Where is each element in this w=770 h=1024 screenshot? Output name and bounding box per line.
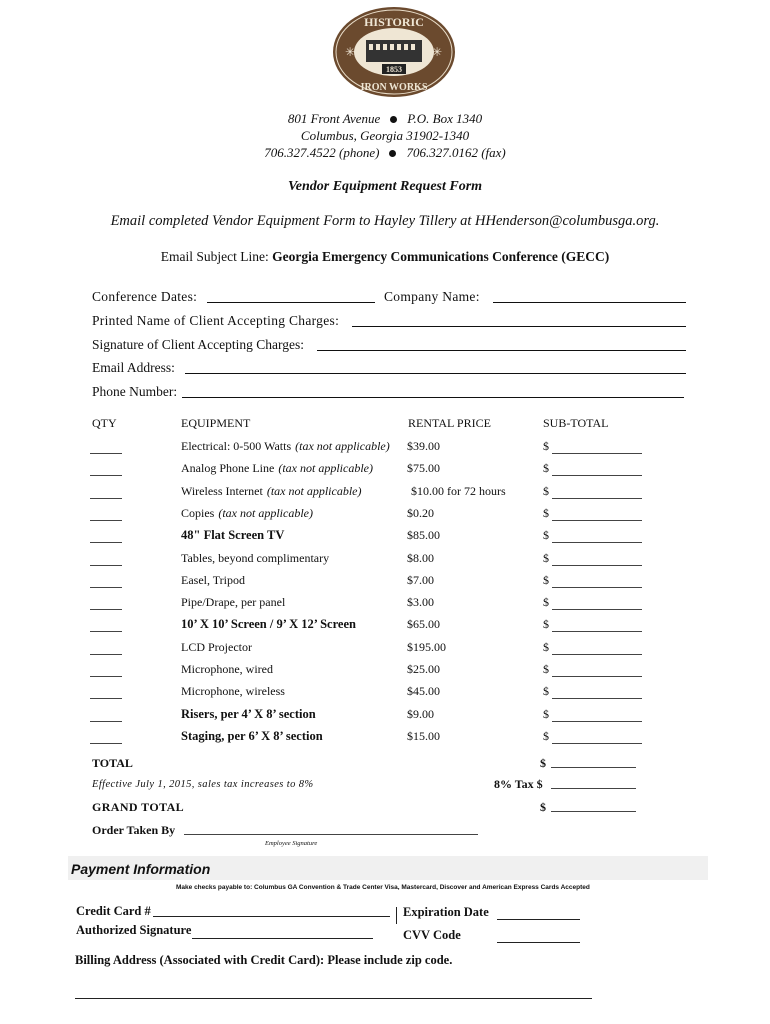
subtotal-field[interactable] — [552, 599, 642, 610]
conference-dates-field[interactable] — [207, 290, 375, 303]
table-row — [90, 707, 690, 727]
subtotal-field[interactable] — [552, 555, 642, 566]
conference-dates-label: Conference Dates: — [92, 289, 198, 304]
equipment-name — [181, 617, 356, 632]
qty-field[interactable] — [90, 644, 122, 655]
equipment-label: Electrical: 0-500 Watts — [181, 439, 292, 453]
subtotal-field[interactable] — [552, 577, 642, 588]
rental-price: $8.00 — [407, 550, 434, 565]
rental-price: $10.00 for 72 hours — [411, 483, 506, 498]
equipment-name — [181, 461, 373, 476]
phone-field[interactable] — [182, 385, 684, 398]
total-label: TOTAL — [92, 756, 133, 770]
qty-field[interactable] — [90, 711, 122, 722]
rental-price: $45.00 — [407, 684, 440, 699]
subtotal-dollar: $ — [543, 617, 549, 632]
equipment-name — [181, 707, 316, 722]
equipment-name — [181, 439, 390, 454]
phone-number: 706.327.4522 (phone) — [264, 145, 380, 160]
bullet-icon — [390, 116, 397, 123]
subtotal-field[interactable] — [552, 510, 642, 521]
rental-price: $15.00 — [407, 728, 440, 743]
street-address: 801 Front Avenue — [287, 111, 381, 126]
rental-price: $195.00 — [407, 639, 446, 654]
qty-field[interactable] — [90, 555, 122, 566]
equipment-name — [181, 684, 285, 699]
order-taken-field[interactable] — [184, 824, 478, 835]
subtotal-field[interactable] — [552, 465, 642, 476]
qty-field[interactable] — [90, 666, 122, 677]
subject-label: Email Subject Line: — [160, 249, 269, 264]
qty-field[interactable] — [90, 465, 122, 476]
svg-text:1853: 1853 — [386, 65, 402, 74]
equipment-label: Risers, per 4’ X 8’ section — [181, 706, 316, 721]
expiration-field[interactable] — [497, 909, 580, 920]
printed-name-field[interactable] — [352, 314, 686, 327]
equipment-label: Microphone, wired — [181, 662, 273, 676]
billing-address-field[interactable] — [75, 988, 592, 999]
equipment-label: Tables, beyond complimentary — [181, 550, 330, 565]
grand-total-field[interactable] — [551, 801, 636, 812]
credit-card-field[interactable] — [153, 906, 390, 917]
employee-signature-caption: Employee Signature — [265, 840, 318, 847]
rental-price: $25.00 — [407, 662, 440, 676]
qty-field[interactable] — [90, 733, 122, 744]
table-row — [90, 684, 690, 704]
cvv-field[interactable] — [497, 932, 580, 943]
qty-field[interactable] — [90, 688, 122, 699]
equipment-label: Staging, per 6’ X 8’ section — [181, 728, 323, 743]
historic-iron-works-logo — [332, 6, 456, 98]
equipment-label: 10’ X 10’ Screen / 9’ X 12’ Screen — [181, 617, 356, 632]
equipment-label: Analog Phone Line — [181, 461, 275, 476]
phone-label: Phone Number: — [92, 384, 178, 399]
subtotal-field[interactable] — [552, 666, 642, 677]
table-row — [90, 617, 690, 637]
rental-price: $7.00 — [407, 572, 434, 587]
email-field[interactable] — [185, 361, 686, 374]
svg-text:IRON WORKS: IRON WORKS — [360, 82, 428, 93]
authorized-signature-field[interactable] — [192, 928, 373, 939]
subtotal-field[interactable] — [552, 688, 642, 699]
subtotal-dollar: $ — [543, 706, 549, 721]
subtotal-field[interactable] — [552, 733, 642, 744]
subtotal-dollar: $ — [543, 550, 549, 565]
subtotal-dollar: $ — [543, 461, 549, 476]
tax-note-label: (tax not applicable) — [266, 483, 362, 498]
tax-label: 8% Tax $ — [494, 777, 543, 791]
equipment-label: Wireless Internet — [181, 483, 263, 498]
rental-price: $39.00 — [407, 439, 440, 453]
subject-line — [0, 249, 770, 265]
phone-fax-line — [0, 145, 770, 161]
tax-note: Effective July 1, 2015, sales tax increases to 8% — [92, 779, 314, 790]
subtotal-field[interactable] — [552, 532, 642, 543]
qty-field[interactable] — [90, 599, 122, 610]
equipment-name — [181, 506, 313, 521]
subtotal-field[interactable] — [552, 644, 642, 655]
table-row — [90, 640, 690, 660]
signature-label: Signature of Client Accepting Charges: — [92, 337, 304, 352]
table-row — [90, 461, 690, 481]
equipment-name — [181, 484, 361, 499]
signature-field[interactable] — [317, 338, 686, 351]
subtotal-field[interactable] — [552, 443, 642, 454]
rental-price-header: RENTAL PRICE — [408, 416, 491, 430]
equipment-label: 48" Flat Screen TV — [181, 528, 285, 543]
equipment-name — [181, 662, 273, 677]
qty-field[interactable] — [90, 532, 122, 543]
svg-text:✳: ✳ — [345, 45, 356, 59]
equipment-name — [181, 573, 245, 588]
subtotal-field[interactable] — [552, 621, 642, 632]
po-box: P.O. Box 1340 — [407, 111, 483, 126]
tax-note-label: (tax not applicable) — [295, 439, 390, 453]
rental-price: $0.20 — [407, 505, 434, 520]
cvv-label: CVV Code — [403, 928, 461, 942]
equipment-name — [181, 551, 329, 566]
qty-field[interactable] — [90, 443, 122, 454]
form-title: Vendor Equipment Request Form — [287, 179, 483, 194]
subtotal-field[interactable] — [552, 711, 642, 722]
subtotal-dollar: $ — [543, 528, 549, 543]
subtotal-dollar: $ — [543, 572, 549, 587]
table-row — [90, 506, 690, 526]
printed-name-label: Printed Name of Client Accepting Charges: — [92, 313, 340, 328]
address-line-1 — [0, 111, 770, 127]
subtotal-dollar: $ — [543, 595, 549, 610]
expiration-label: Expiration Date — [403, 905, 489, 919]
equipment-label: LCD Projector — [181, 639, 252, 654]
subject-value: Georgia Emergency Communications Conference (GECC) — [272, 249, 610, 264]
subtotal-dollar: $ — [543, 483, 549, 498]
order-taken-label: Order Taken By — [92, 823, 176, 837]
grand-total-dollar: $ — [540, 800, 546, 814]
table-row — [90, 484, 690, 504]
table-row — [90, 528, 690, 548]
subtotal-dollar: $ — [543, 439, 549, 453]
svg-text:HISTORIC: HISTORIC — [364, 15, 424, 29]
grand-total-label: GRAND TOTAL — [92, 800, 185, 814]
table-row — [90, 729, 690, 749]
subtotal-dollar: $ — [543, 728, 549, 743]
authorized-signature-label: Authorized Signature — [76, 923, 192, 937]
subtotal-dollar: $ — [543, 662, 549, 676]
bullet-icon — [389, 150, 396, 157]
table-row — [90, 595, 690, 615]
equipment-label: Copies — [181, 505, 215, 520]
company-name-label: Company Name: — [384, 289, 480, 304]
subtotal-field[interactable] — [552, 488, 642, 499]
equipment-header: EQUIPMENT — [181, 416, 251, 430]
qty-field[interactable] — [90, 488, 122, 499]
email-label: Email Address: — [92, 360, 175, 375]
payment-heading: Payment Information — [71, 861, 211, 877]
equipment-label: Pipe/Drape, per panel — [181, 595, 286, 610]
table-row — [90, 439, 690, 459]
email-instruction: Email completed Vendor Equipment Form to Hayley Tillery at HHenderson@columbusga.org. — [110, 213, 660, 229]
tax-note-label: (tax not applicable) — [278, 461, 373, 476]
subtotal-header: SUB-TOTAL — [543, 416, 609, 430]
svg-text:✳: ✳ — [432, 45, 443, 59]
rental-price: $65.00 — [407, 617, 440, 632]
credit-card-label: Credit Card # — [76, 904, 151, 918]
equipment-name — [181, 595, 285, 610]
table-row — [90, 573, 690, 593]
total-field[interactable] — [551, 757, 636, 768]
company-name-field[interactable] — [493, 290, 686, 303]
billing-address-label: Billing Address (Associated with Credit Card): Please include zip code. — [75, 953, 453, 967]
checks-note: Make checks payable to: Columbus GA Convention & Trade Center Visa, Mastercard, Discover and American Express Cards Accepted — [176, 884, 590, 891]
city-line: Columbus, Georgia 31902-1340 — [300, 128, 470, 143]
subtotal-dollar: $ — [543, 639, 549, 654]
equipment-name — [181, 528, 284, 543]
table-row — [90, 662, 690, 682]
equipment-name — [181, 640, 252, 655]
rental-price: $85.00 — [407, 528, 440, 543]
qty-field[interactable] — [90, 577, 122, 588]
qty-field[interactable] — [90, 621, 122, 632]
subtotal-dollar: $ — [543, 684, 549, 699]
rental-price: $9.00 — [407, 706, 434, 721]
subtotal-dollar: $ — [543, 505, 549, 520]
total-dollar: $ — [540, 756, 546, 770]
rental-price: $3.00 — [407, 595, 434, 610]
equipment-label: Microphone, wireless — [181, 684, 285, 699]
tax-note-label: (tax not applicable) — [218, 505, 313, 520]
qty-header: QTY — [92, 416, 117, 430]
tax-field[interactable] — [551, 778, 636, 789]
field-divider — [396, 907, 397, 924]
table-row — [90, 551, 690, 571]
rental-price: $75.00 — [407, 461, 440, 476]
fax-number: 706.327.0162 (fax) — [406, 145, 506, 160]
equipment-name — [181, 729, 323, 744]
qty-field[interactable] — [90, 510, 122, 521]
equipment-label: Easel, Tripod — [181, 572, 246, 587]
